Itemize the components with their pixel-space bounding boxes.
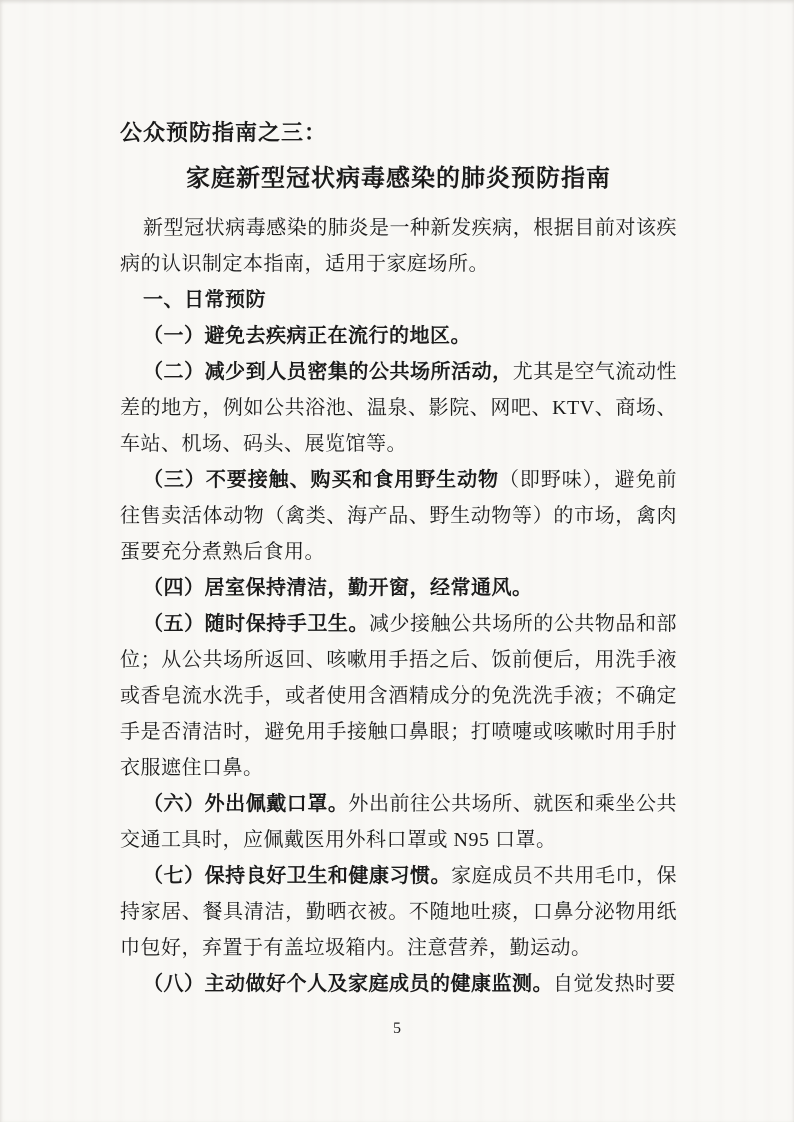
item-4-lead: （四）居室保持清洁，勤开窗，经常通风。 xyxy=(143,577,533,599)
item-8-lead: （八）主动做好个人及家庭成员的健康监测。 xyxy=(143,973,553,995)
item-3-body: （即野味），避免前往售卖活体动物（禽类、海产品、野生动物等）的市场，禽肉蛋要充分煮熟后食用。 xyxy=(120,469,678,563)
guideline-item-4 xyxy=(120,570,677,606)
guideline-item-6 xyxy=(120,786,677,858)
guideline-item-2 xyxy=(120,354,677,462)
item-6-lead: （六）外出佩戴口罩。 xyxy=(143,793,349,815)
item-6-body: 外出前往公共场所、就医和乘坐公共交通工具时，应佩戴医用外科口罩或 N95 口罩。 xyxy=(120,793,678,851)
guideline-item-8 xyxy=(120,966,677,1002)
document-content xyxy=(120,118,677,1002)
item-8-body: 自觉发热时要 xyxy=(553,973,676,995)
item-2-body: 尤其是空气流动性差的地方，例如公共浴池、温泉、影院、网吧、KTV、商场、车站、机场、码头、展览馆等。 xyxy=(120,361,678,455)
item-7-body: 家庭成员不共用毛巾，保持家居、餐具清洁，勤晒衣被。不随地吐痰，口鼻分泌物用纸巾包好，弃置于有盖垃圾箱内。注意营养，勤运动。 xyxy=(120,865,678,959)
guideline-item-1 xyxy=(120,318,677,354)
guideline-item-3 xyxy=(120,462,677,570)
item-5-body: 减少接触公共场所的公共物品和部位；从公共场所返回、咳嗽用手捂之后、饭前便后，用洗手液或香皂流水洗手，或者使用含酒精成分的免洗洗手液；不确定手是否清洁时，避免用手接触口鼻眼；打喷嚏或咳嗽时用手肘衣服遮住口鼻。 xyxy=(120,613,678,779)
item-7-lead: （七）保持良好卫生和健康习惯。 xyxy=(143,865,452,887)
item-5-lead: （五）随时保持手卫生。 xyxy=(143,613,369,635)
page-title: 家庭新型冠状病毒感染的肺炎预防指南 xyxy=(186,166,611,192)
page-number: 5 xyxy=(393,1020,401,1037)
intro-paragraph: 新型冠状病毒感染的肺炎是一种新发疾病，根据目前对该疾病的认识制定本指南，适用于家庭场所。 xyxy=(120,217,677,275)
guide-series-header: 公众预防指南之三： xyxy=(120,120,328,145)
item-2-lead: （二）减少到人员密集的公共场所活动， xyxy=(143,361,513,383)
item-1-lead: （一）避免去疾病正在流行的地区。 xyxy=(143,325,471,347)
section-heading-daily-prevention: 一、日常预防 xyxy=(143,289,266,311)
guideline-item-7 xyxy=(120,858,677,966)
guideline-item-5 xyxy=(120,606,677,786)
item-3-lead: （三）不要接触、购买和食用野生动物 xyxy=(143,469,499,491)
